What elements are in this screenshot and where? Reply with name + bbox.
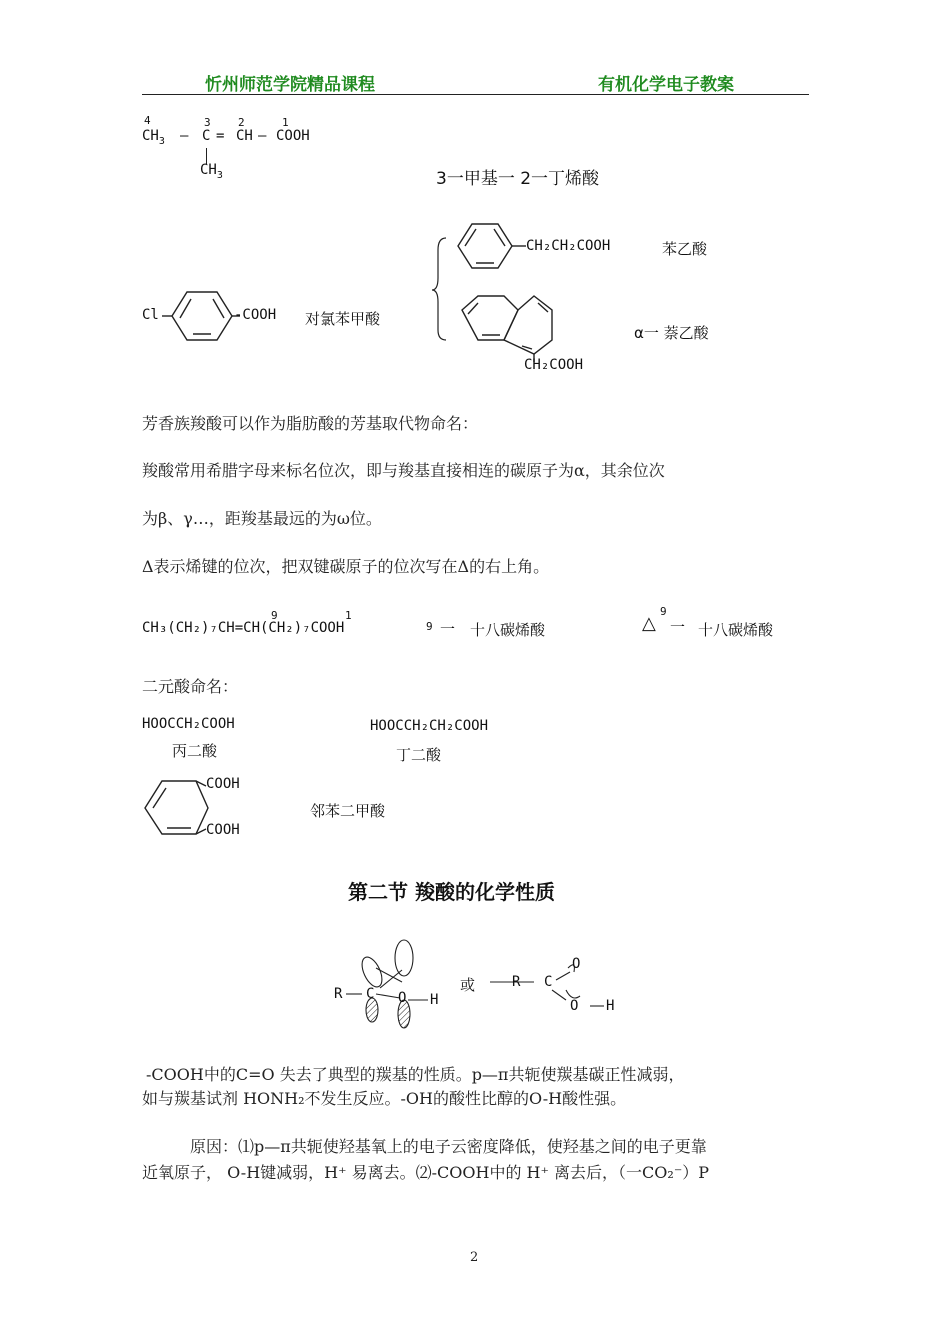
paragraph-aromatic-naming: 芳香族羧酸可以作为脂肪酸的芳基取代物命名：	[142, 414, 479, 433]
orbital-o: O	[398, 990, 407, 1006]
malonic-name: 丙二酸	[172, 742, 218, 760]
text-honh2: 如与羰基试剂 HONH₂不发生反应。-OH的酸性比醇的O-H酸性强。	[142, 1089, 627, 1108]
c-atom: C	[202, 128, 211, 144]
bond-single-2: —	[258, 128, 267, 144]
orbital-h: H	[430, 992, 439, 1008]
chain-ch2cooh: CH₂COOH	[524, 357, 584, 373]
text-cooh-properties: -COOH中的C=O 失去了典型的羰基的性质。p—π共轭使羰基碳正性减弱，	[146, 1065, 685, 1084]
paragraph-omega: 为β、γ…，距羧基最远的为ω位。	[142, 509, 382, 528]
locant-1: 1	[282, 116, 289, 129]
chain-ch2ch2cooh: CH₂CH₂COOH	[526, 238, 611, 254]
name-octadecenoic-1: 十八碳烯酸	[470, 621, 546, 639]
locant-4: 4	[144, 114, 151, 127]
cooh-substituent: -COOH	[234, 307, 277, 323]
bond-single: —	[180, 128, 189, 144]
resonance-c: C	[544, 974, 553, 990]
resonance-r: R	[512, 974, 521, 990]
section-title: 第二节 羧酸的化学性质	[348, 880, 555, 904]
compound-name-1: 3一甲基一 2一丁烯酸	[436, 169, 600, 189]
cl-substituent: Cl	[142, 307, 159, 323]
text-reason-2: 近氧原子， O-H键减弱，H⁺ 易离去。⑵-COOH中的 H⁺ 离去后，（一CO₂⁻）P	[142, 1163, 710, 1182]
or-word: 或	[460, 976, 476, 994]
resonance-h: H	[606, 998, 615, 1014]
ch-group: CH	[236, 128, 253, 144]
ch3-group: $CH_3$	[142, 128, 165, 147]
orbital-r: R	[334, 986, 343, 1002]
paragraph-delta: Δ表示烯键的位次，把双键碳原子的位次写在Δ的右上角。	[142, 557, 550, 576]
header-course-title: 忻州师范学院精品课程	[205, 75, 375, 95]
dash-2: 一	[670, 618, 686, 636]
locant-2: 2	[238, 116, 245, 129]
oleic-formula: CH₃(CH₂)₇CH=CH(CH₂)₇COOH	[142, 620, 345, 636]
delta-symbol: △	[642, 613, 656, 634]
delta-superscript: 9	[660, 605, 667, 618]
succinic-name: 丁二酸	[396, 746, 442, 764]
position-9: 9	[426, 620, 433, 633]
branch-ch3: $CH_3$	[200, 162, 223, 181]
phthalic-cooh-bottom: COOH	[206, 822, 240, 838]
header-doc-title: 有机化学电子教案	[598, 75, 734, 95]
name-phenylacetic: 苯乙酸	[662, 240, 708, 258]
paragraph-greek-letters: 羧酸常用希腊字母来标名位次，即与羧基直接相连的碳原子为α，其余位次	[142, 461, 665, 480]
text-reason-1: 原因：⑴p—π共轭使羟基氧上的电子云密度降低，使羟基之间的电子更靠	[190, 1137, 707, 1156]
phthalic-name: 邻苯二甲酸	[310, 802, 386, 820]
dash-1: 一	[440, 620, 456, 638]
orbital-c: C	[366, 986, 375, 1002]
locant-3: 3	[204, 116, 211, 129]
name-p-chlorobenzoic: 对氯苯甲酸	[305, 310, 381, 328]
resonance-o-top: O	[572, 956, 581, 972]
name-octadecenoic-2: 十八碳烯酸	[698, 621, 774, 639]
name-naphthylacetic: α一 萘乙酸	[634, 324, 709, 342]
succinic-formula: HOOCCH₂CH₂COOH	[370, 718, 489, 734]
locant-1b: 1	[345, 609, 352, 622]
double-bond: =	[216, 128, 225, 144]
resonance-o-bottom: O	[570, 998, 579, 1014]
diacid-heading: 二元酸命名：	[142, 677, 239, 696]
cooh-group: COOH	[276, 128, 310, 144]
locant-9: 9	[271, 609, 278, 622]
malonic-formula: HOOCCH₂COOH	[142, 716, 235, 732]
phthalic-cooh-top: COOH	[206, 776, 240, 792]
page-number: 2	[470, 1250, 479, 1265]
